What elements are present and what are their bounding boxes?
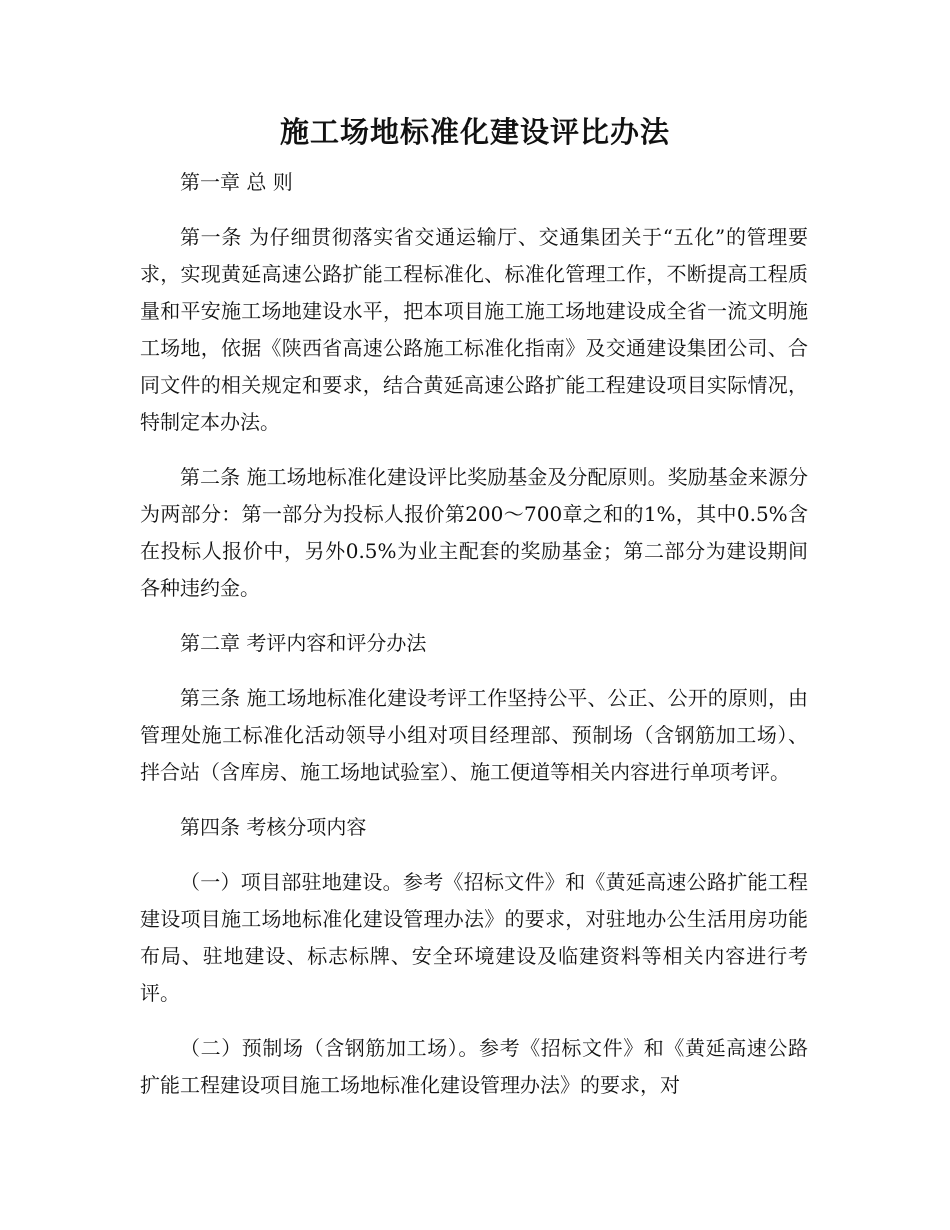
document-body xyxy=(140,164,808,1104)
article-4-heading: 第四条 考核分项内容 xyxy=(180,815,367,839)
article-3: 第三条 施工场地标准化建设考评工作坚持公平、公正、公开的原则，由管理处施工标准化活动领导小组对项目经理部、预制场（含钢筋加工场）、拌合站（含库房、施工场地试验室）、施工便道等相关内容进行单项考评。 xyxy=(140,686,808,784)
document-title: 施工场地标准化建设评比办法 xyxy=(279,115,670,149)
item-1: （一）项目部驻地建设。参考《招标文件》和《黄延高速公路扩能工程建设项目施工场地标准化建设管理办法》的要求，对驻地办公生活用房功能布局、驻地建设、标志标牌、安全环境建设及临建资料等相关内容进行考评。 xyxy=(140,870,808,1005)
chapter-heading-2: 第二章 考评内容和评分办法 xyxy=(180,631,427,655)
article-1: 第一条 为仔细贯彻落实省交通运输厅、交通集团关于“五化”的管理要求，实现黄延高速公路扩能工程标准化、标准化管理工作，不断提高工程质量和平安施工场地建设水平，把本项目施工施工场地建设成全省一流文明施工场地，依据《陕西省高速公路施工标准化指南》及交通建设集团公司、合同文件的相关规定和要求，结合黄延高速公路扩能工程建设项目实际情况，特制定本办法。 xyxy=(140,225,808,434)
article-2: 第二条 施工场地标准化建设评比奖励基金及分配原则。奖励基金来源分为两部分：第一部分为投标人报价第200～700章之和的1%，其中0.5%含在投标人报价中，另外0.5%为业主配套的奖励基金；第二部分为建设期间各种违约金。 xyxy=(140,465,808,600)
item-2: （二）预制场（含钢筋加工场）。参考《招标文件》和《黄延高速公路扩能工程建设项目施工场地标准化建设管理办法》的要求，对 xyxy=(140,1036,808,1097)
chapter-heading-1: 第一章 总 则 xyxy=(180,170,293,194)
